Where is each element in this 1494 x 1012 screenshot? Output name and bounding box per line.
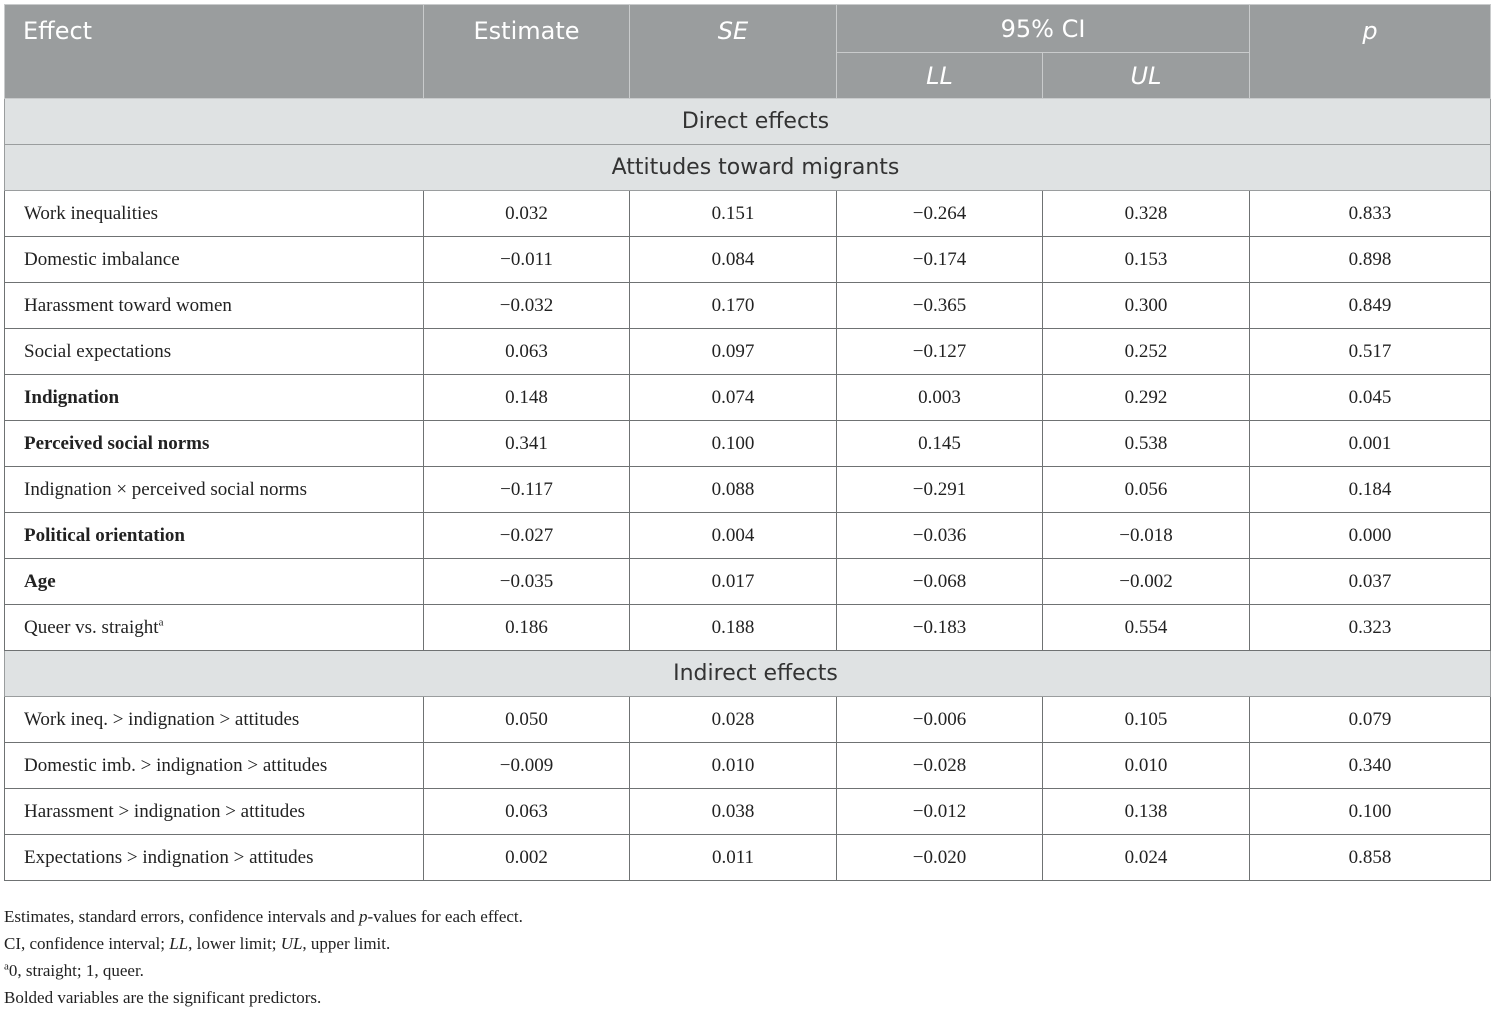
row-label [5, 605, 424, 651]
cell-ll: −0.068 [837, 559, 1043, 605]
row-label-text: Expectations > indignation > attitudes [24, 846, 314, 868]
row-label-text: Perceived social norms [24, 432, 210, 454]
cell-ul: 0.105 [1043, 697, 1250, 743]
row-label [5, 467, 424, 513]
cell-ll: −0.036 [837, 513, 1043, 559]
section-attitudes-toward-migrants: Attitudes toward migrants [5, 145, 1491, 191]
row-label [5, 513, 424, 559]
col-header-effect: Effect [5, 5, 424, 99]
footnote-2 [4, 930, 523, 957]
results-table [4, 4, 1491, 881]
cell-p: 0.045 [1250, 375, 1491, 421]
col-header-se [630, 5, 837, 99]
table-row [5, 743, 1491, 789]
cell-ul: 0.252 [1043, 329, 1250, 375]
cell-ll: 0.003 [837, 375, 1043, 421]
cell-p: 0.323 [1250, 605, 1491, 651]
cell-ul: 0.056 [1043, 467, 1250, 513]
cell-p: 0.833 [1250, 191, 1491, 237]
footnote-4: Bolded variables are the significant predictors. [4, 988, 322, 1007]
row-label [5, 283, 424, 329]
footnote-marker: a [158, 616, 164, 629]
cell-p: 0.100 [1250, 789, 1491, 835]
row-label-text: Domestic imbalance [24, 248, 180, 270]
cell-p: 0.001 [1250, 421, 1491, 467]
row-label-text: Queer vs. straight [24, 616, 159, 638]
row-label [5, 237, 424, 283]
cell-ul: 0.300 [1043, 283, 1250, 329]
cell-ll: −0.291 [837, 467, 1043, 513]
row-label [5, 329, 424, 375]
row-label-text: Indignation × perceived social norms [24, 478, 307, 500]
col-header-ll [837, 53, 1043, 99]
table-row [5, 467, 1491, 513]
cell-ll: −0.127 [837, 329, 1043, 375]
cell-ul: 0.328 [1043, 191, 1250, 237]
cell-p: 0.517 [1250, 329, 1491, 375]
cell-se: 0.100 [630, 421, 837, 467]
table-row [5, 789, 1491, 835]
table-row [5, 605, 1491, 651]
cell-ul: 0.292 [1043, 375, 1250, 421]
cell-p: 0.000 [1250, 513, 1491, 559]
table-footnotes [4, 903, 523, 1011]
footnote-2-text-c: , upper limit. [302, 934, 391, 953]
footnote-1 [4, 903, 523, 930]
cell-estimate: 0.063 [424, 329, 630, 375]
cell-se: 0.038 [630, 789, 837, 835]
cell-se: 0.004 [630, 513, 837, 559]
cell-p: 0.184 [1250, 467, 1491, 513]
cell-estimate: 0.341 [424, 421, 630, 467]
footnote-3-text: 0, straight; 1, queer. [8, 961, 144, 980]
col-header-ul [1043, 53, 1250, 99]
table-row [5, 375, 1491, 421]
row-label-text: Domestic imb. > indignation > attitudes [24, 754, 328, 776]
row-label-text: Political orientation [24, 524, 185, 546]
col-header-estimate: Estimate [424, 5, 630, 99]
cell-estimate: 0.032 [424, 191, 630, 237]
cell-ll: −0.020 [837, 835, 1043, 881]
table-row [5, 421, 1491, 467]
section-row-attitudes [5, 145, 1491, 191]
row-label-text: Harassment toward women [24, 294, 232, 316]
cell-estimate: 0.186 [424, 605, 630, 651]
footnote-3 [4, 957, 523, 984]
cell-ll: −0.006 [837, 697, 1043, 743]
cell-ll: −0.264 [837, 191, 1043, 237]
ll-label: LL [926, 61, 953, 90]
footnote-2-ul: UL [280, 934, 303, 953]
table-row [5, 191, 1491, 237]
cell-p: 0.079 [1250, 697, 1491, 743]
col-header-p [1250, 5, 1491, 99]
cell-estimate: 0.050 [424, 697, 630, 743]
cell-ll: −0.365 [837, 283, 1043, 329]
cell-estimate: 0.148 [424, 375, 630, 421]
cell-se: 0.074 [630, 375, 837, 421]
cell-se: 0.088 [630, 467, 837, 513]
cell-p: 0.340 [1250, 743, 1491, 789]
cell-se: 0.010 [630, 743, 837, 789]
cell-se: 0.151 [630, 191, 837, 237]
cell-se: 0.017 [630, 559, 837, 605]
row-label-text: Age [24, 570, 56, 592]
cell-ul: 0.024 [1043, 835, 1250, 881]
se-label: SE [717, 17, 749, 45]
cell-ll: 0.145 [837, 421, 1043, 467]
cell-ul: −0.002 [1043, 559, 1250, 605]
cell-ul: 0.010 [1043, 743, 1250, 789]
cell-se: 0.084 [630, 237, 837, 283]
row-label [5, 375, 424, 421]
cell-p: 0.849 [1250, 283, 1491, 329]
row-label [5, 697, 424, 743]
section-row-indirect [5, 651, 1491, 697]
cell-ul: −0.018 [1043, 513, 1250, 559]
cell-estimate: −0.032 [424, 283, 630, 329]
cell-estimate: −0.009 [424, 743, 630, 789]
cell-se: 0.097 [630, 329, 837, 375]
row-label [5, 835, 424, 881]
cell-p: 0.037 [1250, 559, 1491, 605]
cell-estimate: 0.002 [424, 835, 630, 881]
cell-ll: −0.183 [837, 605, 1043, 651]
table-row [5, 283, 1491, 329]
cell-ll: −0.174 [837, 237, 1043, 283]
row-label-text: Work inequalities [24, 202, 159, 224]
cell-se: 0.011 [630, 835, 837, 881]
row-label [5, 743, 424, 789]
section-indirect-effects: Indirect effects [5, 651, 1491, 697]
row-label [5, 559, 424, 605]
row-label-text: Indignation [24, 386, 120, 408]
row-label-text: Social expectations [24, 340, 172, 362]
cell-p: 0.858 [1250, 835, 1491, 881]
footnote-1-text-a: Estimates, standard errors, confidence intervals and [4, 907, 359, 926]
table-row [5, 835, 1491, 881]
row-label [5, 421, 424, 467]
table-row [5, 559, 1491, 605]
table-row [5, 237, 1491, 283]
cell-se: 0.170 [630, 283, 837, 329]
cell-ul: 0.138 [1043, 789, 1250, 835]
cell-se: 0.188 [630, 605, 837, 651]
section-row-direct [5, 99, 1491, 145]
row-label [5, 191, 424, 237]
cell-ul: 0.538 [1043, 421, 1250, 467]
section-direct-effects: Direct effects [5, 99, 1491, 145]
table-row [5, 697, 1491, 743]
cell-p: 0.898 [1250, 237, 1491, 283]
footnote-1-p: p [358, 907, 368, 926]
table-row [5, 329, 1491, 375]
col-header-ci: 95% CI [837, 5, 1250, 53]
cell-estimate: −0.035 [424, 559, 630, 605]
cell-ul: 0.554 [1043, 605, 1250, 651]
row-label [5, 789, 424, 835]
footnote-3-marker: a [4, 960, 9, 973]
cell-ll: −0.012 [837, 789, 1043, 835]
footnote-2-text-b: , lower limit; [188, 934, 281, 953]
row-label-text: Work ineq. > indignation > attitudes [24, 708, 300, 730]
cell-estimate: 0.063 [424, 789, 630, 835]
ul-label: UL [1130, 61, 1162, 90]
footnote-1-text-b: -values for each effect. [367, 907, 523, 926]
row-label-text: Harassment > indignation > attitudes [24, 800, 306, 822]
cell-estimate: −0.027 [424, 513, 630, 559]
cell-se: 0.028 [630, 697, 837, 743]
table-row [5, 513, 1491, 559]
cell-estimate: −0.117 [424, 467, 630, 513]
cell-ul: 0.153 [1043, 237, 1250, 283]
p-label: p [1362, 17, 1378, 45]
footnote-2-text-a: CI, confidence interval; [4, 934, 170, 953]
cell-estimate: −0.011 [424, 237, 630, 283]
cell-ll: −0.028 [837, 743, 1043, 789]
footnote-2-ll: LL [169, 934, 189, 953]
